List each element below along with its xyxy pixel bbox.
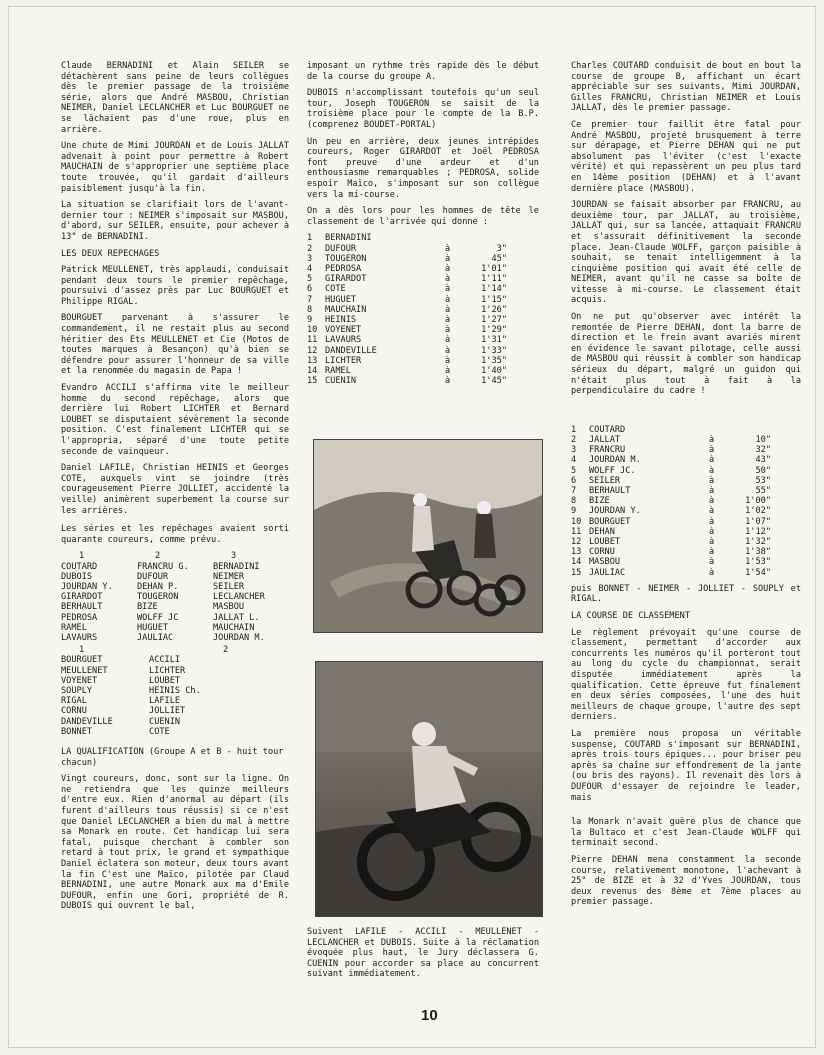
paragraph: Le règlement prévoyait qu'une course de classement, permettant d'accorder aux concurrents les numéros qu'il porteront tout au long du cycle du championnat, serait disputée immédiatement après la qualification. Cette épreuve fut finalement en deux séries composées, l'une des huit meilleurs de chaque groupe, l'autre des sept derniers.: [571, 627, 801, 723]
result-rider: MAUCHAIN: [325, 304, 367, 315]
repechage-row: [61, 717, 289, 727]
result-row: [307, 274, 507, 284]
result-rider: DANDEVILLE: [325, 345, 377, 356]
series-row: [61, 613, 289, 623]
result-rider: PEDROSA: [325, 263, 362, 274]
result-rider: JAULIAC: [589, 567, 626, 578]
result-rider: SEILER: [589, 475, 621, 486]
paragraph: puis BONNET - NEIMER - JOLLIET - SOUPLY et RIGAL.: [571, 583, 801, 605]
table-cell: COTE: [149, 726, 170, 737]
table-cell: JALLAT L.: [213, 612, 260, 623]
result-row: [571, 496, 771, 506]
result-gap: 1'35": [481, 355, 507, 366]
result-gap-prefix: à: [709, 567, 715, 578]
result-gap: 55": [755, 486, 771, 497]
result-rider: RAMEL: [325, 365, 351, 376]
result-row: [571, 547, 771, 557]
result-rank: 6: [307, 284, 313, 295]
table-cell: CUENIN: [149, 716, 181, 727]
photo-rider-illustration: [316, 662, 542, 916]
result-gap: 1'15": [481, 294, 507, 305]
photo-caption-column: [307, 927, 539, 986]
result-rank: 6: [571, 475, 577, 486]
result-rider: HUGUET: [325, 294, 357, 305]
paragraph: On ne put qu'observer avec intérêt la remontée de Pierre DEHAN, dont la barre de direction et le frein avant avariés mirent en évidence le savant pilotage, celle aussi de MASBOU qui réussit à combler son handicap sérieux du départ, malgré un guidon qui n'était plus tout à fait à la perpendiculaire du cadre !: [571, 312, 801, 397]
result-rider: COTE: [325, 284, 346, 295]
result-row: [307, 346, 507, 356]
result-rank: 15: [571, 567, 582, 578]
result-gap: 1'27": [481, 314, 507, 325]
result-row: [307, 284, 507, 294]
result-rank: 3: [571, 445, 577, 456]
result-gap: 1'54": [745, 567, 771, 578]
paragraph: JOURDAN se faisait absorber par FRANCRU, au deuxième tour, par JALLAT, au troisième, JALLAT qui, sur sa lancée, attaquait FRANCRU et s'assurait définitivement la seconde place. Jean-Claude WOLFF, garçon paisible à souhait, se tenait intelligemment à la cinquième position qui avait été celle de NEIMER, avant qu'il ne casse sa boîte de vitesse à mi-course. Le classement était acquis.: [571, 200, 801, 306]
result-row: [307, 335, 507, 345]
result-gap: [731, 425, 771, 435]
result-row: [307, 254, 507, 264]
result-row: [571, 557, 771, 567]
series-header: 1: [79, 551, 85, 562]
result-row: [307, 325, 507, 335]
series-row: [61, 602, 289, 612]
series-row: [61, 572, 289, 582]
result-gap-prefix: à: [709, 537, 715, 548]
repechage-header: 1: [79, 645, 85, 656]
result-rank: 2: [307, 243, 313, 254]
table-cell: DANDEVILLE: [61, 716, 113, 727]
result-rank: 11: [307, 335, 318, 346]
result-gap-prefix: à: [709, 526, 715, 537]
paragraph: DUBOIS n'accomplissant toutefois qu'un seul tour, Joseph TOUGERON se saisit de la troisième place pour le compte de la B.P. (comprenez BOUDET-PORTAL): [307, 88, 539, 130]
result-rider: CORNU: [589, 547, 615, 558]
result-gap-prefix: à: [709, 547, 715, 558]
result-row: [571, 517, 771, 527]
result-gap-prefix: à: [445, 325, 451, 336]
result-rider: LAVAURS: [325, 335, 362, 346]
result-row: [571, 506, 771, 516]
repechage-row: [61, 727, 289, 737]
result-rank: 3: [307, 253, 313, 264]
result-gap-prefix: à: [445, 335, 451, 346]
result-row: [307, 366, 507, 376]
result-rank: 9: [571, 506, 577, 517]
result-rank: 13: [571, 547, 582, 558]
result-gap-prefix: à: [445, 274, 451, 285]
paragraph: Patrick MEULLENET, très applaudi, conduisait pendant deux tours le premier repêchage, poursuivi d'assez près par Luc BOURGUET et Philippe RIGAL.: [61, 265, 289, 307]
result-gap: 1'29": [481, 325, 507, 336]
page: [8, 6, 816, 1048]
result-row: [307, 244, 507, 254]
result-rider: JOURDAN M.: [589, 455, 641, 466]
result-rider: GIRARDOT: [325, 274, 367, 285]
column-left: [61, 61, 289, 918]
result-rank: 1: [571, 424, 577, 435]
result-rank: 7: [571, 486, 577, 497]
result-rider: BIZE: [589, 496, 610, 507]
result-rank: 5: [307, 274, 313, 285]
table-cell: LECLANCHER: [213, 592, 265, 603]
table-cell: VOYENET: [61, 675, 98, 686]
result-gap-prefix: à: [445, 243, 451, 254]
result-rank: 8: [307, 304, 313, 315]
result-rank: 12: [307, 345, 318, 356]
paragraph: Evandro ACCILI s'affirma vite le meilleur homme du second repêchage, alors que derrière lui Robert LICHTER et Bernard LOUBET se disputaient sévèrement la seconde position. C'est finalement LICHTER qui se l'appropria, séparé d'une toute petite seconde de vainqueur.: [61, 383, 289, 457]
result-rank: 1: [307, 233, 313, 244]
paragraph: la Monark n'avait guère plus de chance que la Bultaco et c'est Jean-Claude WOLFF qui terminait second.: [571, 817, 801, 849]
result-rank: 10: [571, 516, 582, 527]
result-gap: 1'11": [481, 274, 507, 285]
series-row: [61, 592, 289, 602]
table-cell: BONNET: [61, 726, 93, 737]
result-gap: 1'31": [481, 335, 507, 346]
repechage-table: [61, 645, 289, 737]
paragraph: Les séries et les repêchages avaient sorti quarante coureurs, comme prévu.: [61, 524, 289, 545]
result-row: [571, 445, 771, 455]
result-gap-prefix: à: [445, 355, 451, 366]
results-table-group-a: [307, 233, 507, 386]
result-gap: 1'07": [745, 516, 771, 527]
result-gap: 1'26": [481, 304, 507, 315]
result-row: [571, 435, 771, 445]
result-gap-prefix: à: [709, 475, 715, 486]
result-row: [571, 568, 771, 578]
table-cell: HEINIS Ch.: [149, 685, 201, 696]
result-rider: TOUGERON: [325, 253, 367, 264]
result-gap: 10": [755, 435, 771, 446]
result-rider: CUENIN: [325, 376, 357, 387]
result-gap: 1'02": [745, 506, 771, 517]
table-cell: MEULLENET: [61, 665, 108, 676]
column-middle: [307, 61, 539, 386]
result-gap-prefix: à: [709, 465, 715, 476]
result-gap-prefix: à: [445, 263, 451, 274]
table-cell: RAMEL: [61, 622, 87, 633]
result-rider: FRANCRU: [589, 445, 626, 456]
result-rank: 9: [307, 314, 313, 325]
result-row: [307, 305, 507, 315]
result-gap-prefix: à: [445, 345, 451, 356]
result-row: [307, 233, 507, 243]
series-header: 3: [231, 551, 237, 562]
paragraph: Vingt coureurs, donc, sont sur la ligne. On ne retiendra que les quinze meilleurs d'entre eux. Rien d'anormal au départ (ils furent d'ailleurs tous réussis) si ce n'est que Daniel LECLANCHER a bien du mal à mettre sa Monark en route. Cet handicap lui sera fatal, puisque cherchant à combler son retard à tout prix, le grand et sympathique Daniel éclatera son moteur, deux tours avant la fin C'est une Maïco, pilotée par Claud BERNADINI, une autre Monark aux ma d'Emile DUFOUR, enfin une Gori, propriété de R. DUBOIS qui ouvrent le bal,: [61, 774, 289, 912]
table-cell: BERNADINI: [213, 561, 260, 572]
result-rider: JALLAT: [589, 435, 621, 446]
result-gap: 1'32": [745, 537, 771, 548]
repechage-row: [61, 696, 289, 706]
series-header: 2: [155, 551, 161, 562]
result-gap-prefix: à: [445, 376, 451, 387]
paragraph: Un peu en arrière, deux jeunes intrépides coureurs, Roger GIRARDOT et Joël PEDROSA font preuve d'une ardeur et d'un enthousiasme remarquables ; PEDROSA, solide espoir Maïco, s'imposant sur son collègue vers la mi-course.: [307, 136, 539, 200]
table-cell: JOLLIET: [149, 706, 186, 717]
series-row: [61, 562, 289, 572]
result-gap: 53": [755, 475, 771, 486]
table-cell: MAUCHAIN: [213, 622, 255, 633]
result-row: [571, 476, 771, 486]
result-rider: HEINIS: [325, 314, 357, 325]
result-gap-prefix: à: [709, 506, 715, 517]
table-cell: MASBOU: [213, 602, 245, 613]
result-rider: MASBOU: [589, 557, 621, 568]
result-rank: 7: [307, 294, 313, 305]
section-heading: LA COURSE DE CLASSEMENT: [571, 611, 690, 622]
result-row: [571, 527, 771, 537]
result-gap-prefix: à: [445, 284, 451, 295]
result-rider: LOUBET: [589, 537, 621, 548]
table-cell: SOUPLY: [61, 685, 93, 696]
paragraph: Charles COUTARD conduisit de bout en bout la course de groupe B, affichant un écart appréciable sur ses suivants, Mimi JOURDAN, Gilles FRANCRU, Christian NEIMER et Louis JALLAT, dès le premier passage.: [571, 61, 801, 114]
result-gap: 43": [755, 455, 771, 466]
table-cell: LICHTER: [149, 665, 186, 676]
table-cell: JAULIAC: [137, 632, 174, 643]
result-gap-prefix: à: [445, 294, 451, 305]
table-cell: PEDROSA: [61, 612, 98, 623]
result-gap-prefix: [445, 233, 467, 243]
result-gap: 1'00": [745, 496, 771, 507]
table-cell: RIGAL: [61, 696, 87, 707]
result-gap-prefix: à: [445, 365, 451, 376]
result-row: [307, 264, 507, 274]
result-gap-prefix: à: [709, 557, 715, 568]
race-photo-single-rider: [315, 661, 543, 917]
result-gap-prefix: à: [709, 516, 715, 527]
table-cell: LOUBET: [149, 675, 181, 686]
result-gap-prefix: à: [445, 314, 451, 325]
page-number: 10: [421, 1007, 438, 1024]
result-gap-prefix: à: [445, 253, 451, 264]
results-table-group-b: [571, 425, 771, 578]
table-cell: BERHAULT: [61, 602, 103, 613]
result-gap-prefix: à: [709, 455, 715, 466]
result-rider: LICHTER: [325, 355, 362, 366]
table-cell: DUFOUR: [137, 571, 169, 582]
result-rider: WOLFF JC.: [589, 465, 636, 476]
series-row: [61, 582, 289, 592]
result-gap: 1'33": [481, 345, 507, 356]
repechage-row: [61, 676, 289, 686]
result-rank: 12: [571, 537, 582, 548]
result-gap-prefix: à: [709, 435, 715, 446]
table-cell: JOURDAN M.: [213, 632, 265, 643]
repechage-header: 2: [223, 645, 229, 656]
photo-riders-illustration: [314, 440, 542, 632]
result-rider: BOURGUET: [589, 516, 631, 527]
result-rank: 14: [571, 557, 582, 568]
paragraph: On a dès lors pour les hommes de tête le classement de l'arrivée qui donne :: [307, 206, 539, 227]
result-row: [571, 466, 771, 476]
repechage-row: [61, 686, 289, 696]
result-rank: 4: [307, 263, 313, 274]
table-cell: SEILER: [213, 581, 245, 592]
table-cell: COUTARD: [61, 561, 98, 572]
paragraph: BOURGUET parvenant à s'assurer le commandement, il ne restait plus au second héritier des Ets MEULLENET et Cie (Motos de toutes marques à Besançon) qu'à bien se défendre pour assurer l'honneur de sa ville et la renommée du magasin de Papa !: [61, 313, 289, 377]
column-right: [571, 61, 801, 914]
result-row: [571, 537, 771, 547]
table-cell: DUBOIS: [61, 571, 93, 582]
result-rider: DUFOUR: [325, 243, 357, 254]
result-rider: JOURDAN Y.: [589, 506, 641, 517]
table-cell: ACCILI: [149, 655, 181, 666]
table-cell: GIRARDOT: [61, 592, 103, 603]
result-gap: 1'40": [481, 365, 507, 376]
result-rank: 11: [571, 526, 582, 537]
paragraph: Ce premier tour faillit être fatal pour André MASBOU, projeté brusquement à terre sur dérapage, et Pierre DEHAN qui ne put absolument pas l'éviter (c'est l'exacte vérité) et qui repassèrent un peu plus tard en 14ème position (DEHAN) et à l'avant dernière place (MASBOU).: [571, 119, 801, 194]
result-gap-prefix: à: [709, 496, 715, 507]
paragraph: Une chute de Mimi JOURDAN et de Louis JALLAT advenait à point pour permettre à Robert MAUCHAIN de s'approprier une septième place toute trouvée, qu'il gardait d'ailleurs paisiblement jusqu'à la fin.: [61, 141, 289, 194]
result-gap-prefix: à: [709, 486, 715, 497]
table-cell: BIZE: [137, 602, 158, 613]
result-rank: 15: [307, 376, 318, 387]
result-gap: 1'53": [745, 557, 771, 568]
table-cell: FRANCRU G.: [137, 561, 189, 572]
paragraph: La situation se clarifiait lors de l'avant-dernier tour : NEIMER s'imposait sur MASBOU, d'abord, sur SEILER, ensuite, pour achever à 13" de BERNADINI.: [61, 200, 289, 242]
result-gap-prefix: à: [445, 304, 451, 315]
paragraph: Pierre DEHAN mena constamment la seconde course, relativement monotone, l'achevant à 25" de BIZE et à 32 d'Yves JOURDAN, tous deux revenus des 8ème et 7ème places au premier passage.: [571, 854, 801, 908]
table-cell: BOURGUET: [61, 655, 103, 666]
section-heading: LES DEUX REPECHAGES: [61, 248, 160, 259]
table-cell: HUGUET: [137, 622, 169, 633]
paragraph: Claude BERNADINI et Alain SEILER se détachèrent sans peine de leurs collègues dès le premier passage de la troisième série, alors que André MASBOU, Christian NEIMER, Daniel LECLANCHER et Luc BOURGUET ne se lâchaient pas d'une roue, plus en arrière.: [61, 61, 289, 135]
repechage-row: [61, 666, 289, 676]
table-cell: TOUGERON: [137, 592, 179, 603]
result-row: [307, 315, 507, 325]
series-row: [61, 633, 289, 643]
result-rider: DEHAN: [589, 526, 615, 537]
race-photo-two-riders: [313, 439, 543, 633]
result-gap: 1'45": [481, 376, 507, 387]
result-gap: 50": [755, 465, 771, 476]
result-gap-prefix: à: [709, 445, 715, 456]
result-rider: BERHAULT: [589, 486, 631, 497]
result-rank: 13: [307, 355, 318, 366]
result-rank: 8: [571, 496, 577, 507]
result-row: [307, 376, 507, 386]
table-cell: JOURDAN Y.: [61, 581, 113, 592]
table-cell: DEHAN P.: [137, 581, 179, 592]
paragraph: La première nous proposa un véritable suspense, COUTARD s'imposant sur BERNADINI, après trois tours épiques... pour briser peu après sa chaîne sur effondrement de la jante (ou bris des rayons). Il revenait dès lors à DUFOUR d'essayer de rejoindre le leader, mais: [571, 728, 801, 803]
result-row: [307, 356, 507, 366]
result-gap: 1'12": [745, 526, 771, 537]
result-rank: 2: [571, 435, 577, 446]
series-table: [61, 551, 289, 643]
result-rank: 4: [571, 455, 577, 466]
table-cell: LAVAURS: [61, 632, 98, 643]
paragraph: Daniel LAFILE, Christian HEINIS et Georges COTE, auxquels vint se joindre (très courageusement Pierre JOLLIET, accidenté la veille) animèrent superbement la course sur les arrières.: [61, 463, 289, 516]
series-row: [61, 623, 289, 633]
section-heading: LA QUALIFICATION (Groupe A et B - huit tour chacun): [61, 747, 284, 768]
repechage-row: [61, 706, 289, 716]
result-gap: 1'01": [481, 263, 507, 274]
result-rider: VOYENET: [325, 325, 362, 336]
result-row: [571, 486, 771, 496]
table-cell: NEIMER: [213, 571, 245, 582]
result-rank: 10: [307, 325, 318, 336]
photo-caption: Suivent LAFILE - ACCILI - MEULLENET - LECLANCHER et DUBOIS. Suite à la réclamation évoquée plus haut, le Jury déclassera G. CUENIN pour accorder sa place au concurrent suivant immédiatement.: [307, 927, 539, 980]
result-gap-prefix: [709, 425, 731, 435]
result-rank: 14: [307, 365, 318, 376]
repechage-row: [61, 655, 289, 665]
result-row: [307, 295, 507, 305]
result-gap: 1'14": [481, 284, 507, 295]
result-gap: 32": [755, 445, 771, 456]
table-cell: WOLFF JC: [137, 612, 179, 623]
result-gap: 1'38": [745, 547, 771, 558]
result-row: [571, 425, 771, 435]
result-rider: BERNADINI: [325, 233, 372, 244]
result-gap: 3": [496, 243, 507, 254]
table-cell: CORNU: [61, 706, 87, 717]
paragraph: imposant un rythme très rapide dès le début de la course du groupe A.: [307, 61, 539, 82]
result-row: [571, 455, 771, 465]
table-cell: LAFILE: [149, 696, 181, 707]
result-gap: 45": [491, 253, 507, 264]
result-rider: COUTARD: [589, 424, 626, 435]
result-rank: 5: [571, 465, 577, 476]
result-gap: [467, 233, 507, 243]
